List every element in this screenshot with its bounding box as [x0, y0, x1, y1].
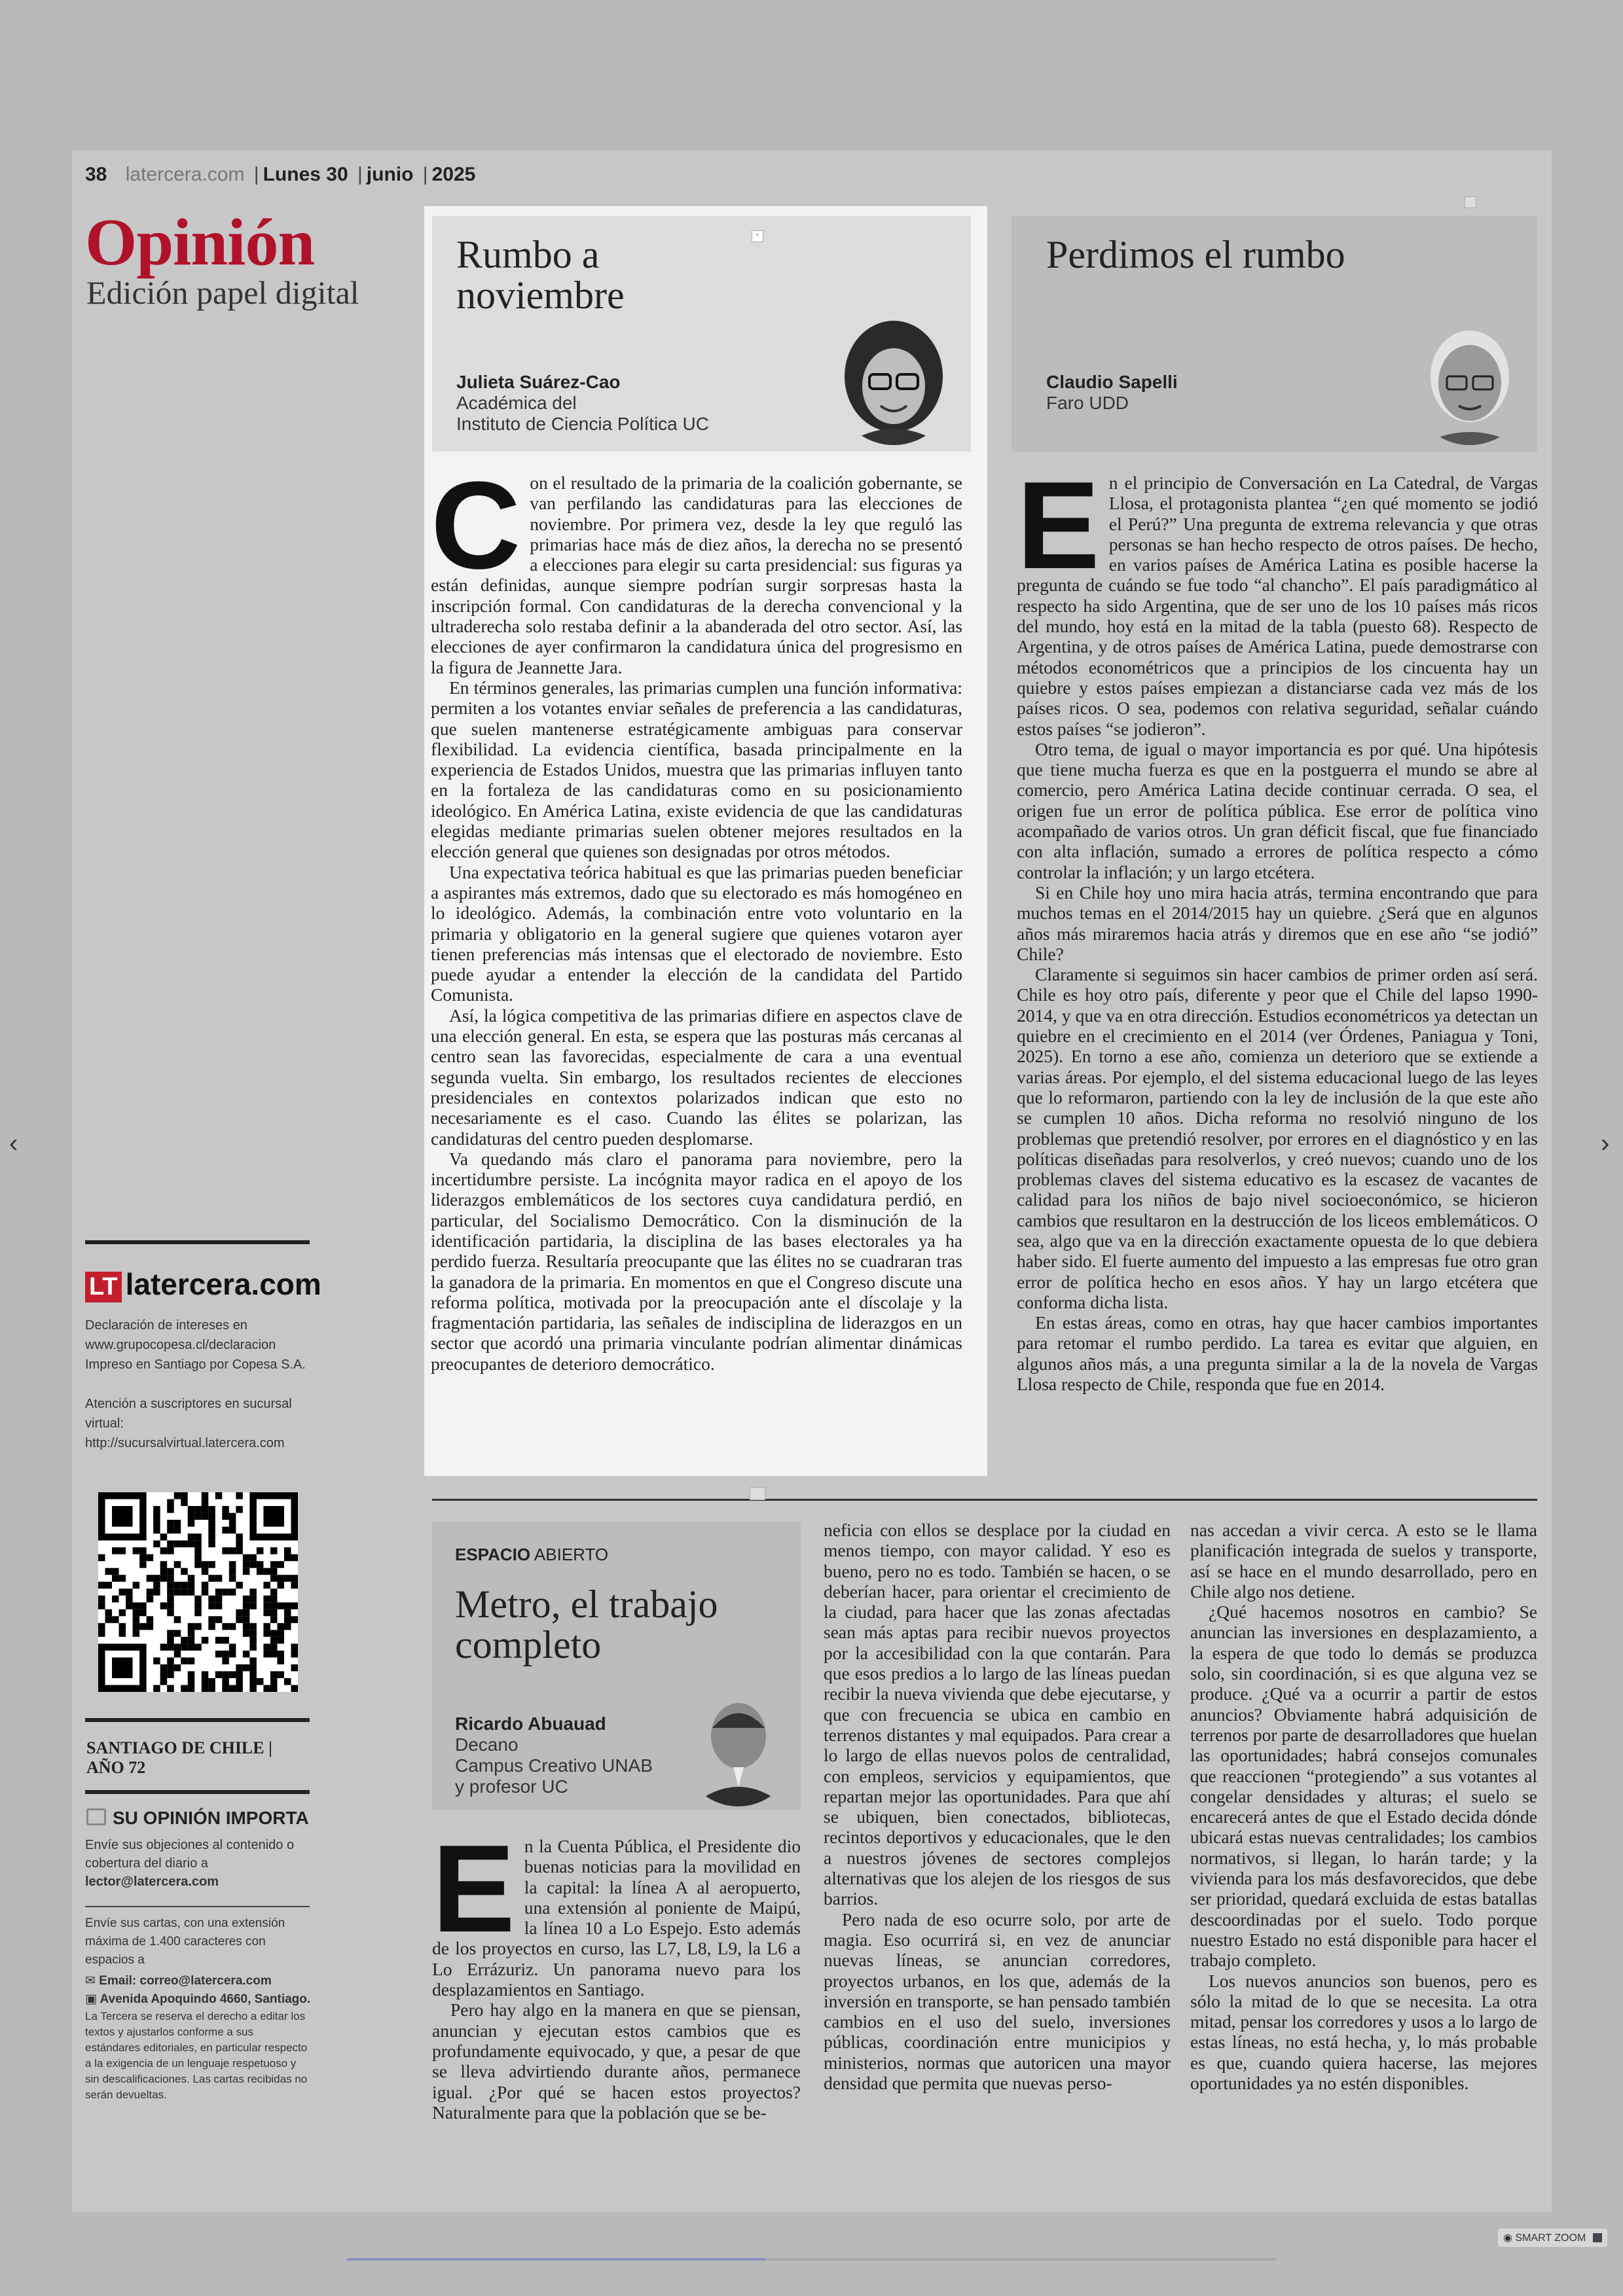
dropcap: E [1017, 456, 1100, 595]
paragraph: Pero hay algo en la manera en que se piensan, anuncian y ejecutan estos cambios que es profundamente equivocado, y que, a pesar de que se lleva advirtiendo durante años, permanece igual. ¿Por qué se hacen estos proyectos? Naturalmente para que la población que se be- [432, 2000, 801, 2123]
paragraph: nas accedan a vivir cerca. A esto se le llama planificación integrada de suelos y transporte, así se hace en el mundo desarrollado, pero en Chile algo nos detiene. [1190, 1520, 1537, 1602]
article-1-body [431, 456, 962, 1374]
headline-line-2: noviembre [456, 274, 625, 317]
header-year: 2025 [431, 164, 476, 185]
headline-line-1: Metro, el trabajo [455, 1583, 718, 1626]
city-label: SANTIAGO DE CHILE | [86, 1738, 272, 1757]
page-number: 38 [85, 164, 107, 185]
kicker-rest: ABIERTO [534, 1545, 609, 1564]
opinion-text-body: Envíe sus objeciones al contenido o cobertura del diario a [85, 1838, 295, 1871]
kicker-bold: ESPACIO [455, 1545, 531, 1564]
year-label: AÑO 72 [86, 1758, 146, 1777]
letters-text: Envíe sus cartas, con una extensión máxima de 1.400 caracteres con espacios a [85, 1916, 285, 1967]
header-site: latercera.com [125, 164, 245, 185]
article-2-headline: Perdimos el rumbo [1046, 233, 1345, 276]
paragraph: Los nuevos anuncios son buenos, pero es sólo la mitad de lo que se necesita. La otra mitad, pensar los corredores y usos a lo largo de estas líneas, no está hecha, y, lo más probable es que, cuando quiera hacerse, las mejores oportunidades ya no estén disponibles. [1190, 1970, 1537, 2094]
paragraph: Si en Chile hoy uno mira hacia atrás, termina encontrando que para muchos temas en el 2014/2015 hay un quiebre. ¿Será que en algunos años más miraremos hacia atrás y diremos que en ese año “se jodió” Chile? [1017, 882, 1538, 964]
prev-page-button[interactable]: ‹ [9, 1129, 18, 1158]
subscribers-text: Atención a suscriptores en sucursal virtual: http://sucursalvirtual.latercera.com [85, 1397, 292, 1450]
paragraph: ¿Qué hacemos nosotros en cambio? Se anuncian las inversiones en desplazamiento, a la espera de que todo lo demás se produzca solo, sin coordinación, si es que alguna vez se produce. ¿Qué va a ocurrir a partir de estos anuncios? Obviamente habrá adquisición de terrenos por parte de desarrolladores que huelan las oportunidades; habrá consejos comunales que reaccionen “protegiendo” a sus votantes al congelar densidades y alturas; el suelo se encarecerá antes de que el Estado decida dónde ubicará estas nuevas centralidades; los cambios normativos, si llegan, lo harán tarde; y la vivienda para los más desfavorecidos, que debe ser prioridad, quedará excluida de estas batallas descoordinadas por el suelo. Todo porque nuestro Estado no está disponible para hacer el trabajo completo. [1190, 1602, 1537, 1971]
sidebar-rule-3 [85, 1790, 310, 1794]
qr-code[interactable] [98, 1492, 298, 1692]
header-month: junio [366, 164, 414, 185]
paragraph: neficia con ellos se desplace por la ciudad en menos tiempo, con mayor calidad. Y eso es bueno, pero no es todo. También se hacen, o se deberían hacer, para orientar el crecimiento de la ciudad, para hacer que las zonas afectadas sean más aptas para recibir nuevos proyectos por la accesibilidad con la que contarán. Para que esos predios a lo largo de las líneas puedan recibir la nueva vivienda que debe ejecutarse, y que con frecuencia se ubica en cambio en terrenos distantes y mal equipados. Para crear a lo largo de ellas nuevos polos de centralidad, con empleos, servicios y equipamientos, que repartan mejor las oportunidades. Para que ahí se ubiquen, bien conectados, bibliotecas, recintos deportivos y educacionales, que le den a nuestros jóvenes de sectores complejos alternativas que los alejen de los riesgos de sus barrios. [824, 1520, 1171, 1909]
eye-icon: ◉ [1503, 2233, 1516, 2244]
paragraph: Una expectativa teórica habitual es que las primarias pueden beneficiar a aspirantes más extremos, dado que su electorado es más homogéneo en lo ideológico. Además, la combinación entre voto voluntario en la primaria y obligatorio en la general sugiere que quienes votaron ayer tienen preferencias más intensas que el electorado de noviembre. Esto puede ayudar a entender la elección de la candidata del Partido Comunista. [431, 861, 962, 1005]
article-1-headline [456, 234, 625, 315]
header-day: Lunes 30 [263, 164, 348, 185]
paragraph: Va quedando más claro el panorama para noviembre, pero la incertidumbre persiste. La incógnita mayor radica en el apoyo de los liderazgos emblemáticos de los sectores cuya candidatura perdió, en particular, del Socialismo Democrático. Con la disminución de la identificación partidaria, la disciplina de las bases electorales ya ha perdido fuerza. Resultaría preocupante que las élites no se cuadraran tras la ganadora de la primaria. En momentos en que el Congreso discute una reforma política, motivada por la preocupación ante el díscolaje y la fragmentación partidaria, las señales de indisciplina de liderazgos en un sector que acordó una primaria vinculante podrían alimentar dinámicas preocupantes de deterioro democrático. [431, 1148, 962, 1374]
opinion-email-link[interactable]: lector@latercera.com [85, 1874, 219, 1889]
qr-code-icon [98, 1492, 298, 1692]
latercera-logo [85, 1266, 321, 1302]
next-page-button[interactable]: › [1601, 1129, 1610, 1158]
pin-icon[interactable] [1465, 196, 1476, 208]
letters-disclaimer: La Tercera se reserva el derecho a editar los textos y ajustarlos conforme a sus estándares editoriales, en particular respecto a la exigencia de un lenguaje respetuoso y sin descalificaciones. Las cartas recibidas no serán devueltas. [85, 2010, 308, 2101]
author-portrait-icon [681, 1689, 795, 1806]
letters-block [85, 1914, 311, 2103]
post-icon: ▣ [85, 1992, 100, 2006]
paragraph: En estas áreas, como en otras, hay que hacer cambios importantes para retomar el rumbo perdido. La tarea es evitar que alguien, en algunos años más, a una pregunta similar a la de la novela de Vargas Llosa respecto de Chile, responda que fue en 2014. [1017, 1312, 1538, 1395]
author-portrait-icon [1408, 314, 1532, 445]
paragraph: Claramente si seguimos sin hacer cambios de primer orden así será. Chile es hoy otro país, diferente y peor que el Chile del lapso 1990-2014, y que va en otra dirección. Estudios econométricos ya detectan un quiebre en el crecimiento en el 2014 (ver Órdenes, Paniagua y Toni, 2025). En torno a ese año, comienza un deterioro que se extiende a varias áreas. Por ejemplo, el del sistema educacional luego de las leyes que lo reformaron, partiendo con la ley de inclusión de la que este año se cumplen 10 años. Dicha reforma no resolvió ninguno de los problemas que pretendió resolver, por errores en el diagnóstico y en las políticas diseñadas para resolverlos, y creó nuevos; cuando uno de los problemas claves del sistema educativo es la escasez de vacantes de calidad para los niños de bajo nivel socioeconómico, se hicieron cambios que resultaron en la destrucción de los liceos emblemáticos. O sea, algo que va en la dirección exactamente opuesta de lo que debiera haber sido. El fuerte aumento del impuesto a las empresas fue otro gran error de política hecho en esos años. Y hay un largo etcétera que conforma dicha lista. [1017, 964, 1538, 1312]
city-year [86, 1738, 272, 1778]
paragraph: n el principio de Conversación en La Catedral, de Vargas Llosa, el protagonista plantea “¿en qué momento se jodió el Perú?” Una pregunta de extrema relevancia y que otras personas se han hecho respecto de otros países. De hecho, en varios países de América Latina es posible hacerse la pregunta de cuándo se fue todo “al chancho”. El país paradigmático al respecto ha sido Argentina, que de ser uno de los 10 países más ricos del mundo, hoy está en la mitad de la tabla (puesto 68). Respecto de Argentina, y de otros países de América Latina, puede demostrarse con métodos econométricos que a principios de los cincuenta hay un quiebre y estos países empiezan a distanciarse cada vez más de los países ricos. O sea, podemos con relativa seguridad, señalar cuándo estos países “se jodieron”. [1017, 473, 1538, 739]
article-2-byline [1046, 372, 1178, 414]
zoom-label: SMART ZOOM [1515, 2233, 1586, 2244]
author-name: Claudio Sapelli [1046, 372, 1178, 392]
sidebar-rule [85, 1240, 310, 1244]
progress-fill [347, 2258, 765, 2261]
author-role-3: y profesor UC [455, 1776, 568, 1797]
opinion-title-text: SU OPINIÓN IMPORTA [113, 1808, 309, 1828]
page-progress-bar[interactable] [347, 2258, 1277, 2261]
author-role-2: Instituto de Ciencia Política UC [456, 414, 709, 434]
dropcap: E [432, 1820, 515, 1958]
author-portrait-icon [831, 314, 956, 445]
article-3-col-3 [1190, 1520, 1537, 2093]
headline-line-1: Rumbo a [456, 233, 600, 276]
paragraph: Otro tema, de igual o mayor importancia es por qué. Una hipótesis que tiene mucha fuerza es que en la postguerra el mundo se abre al comercio, pero América Latina decide continuar cerrada. O sea, el origen fue un error de política pública. Ese error de política vino acompañado de varios otros. Un gran déficit fiscal, que fue financiado con alta inflación, sumado a errores de política respecto a cómo controlar la inflación; y un largo etcétera. [1017, 738, 1538, 882]
pin-icon[interactable]: ≡ [752, 230, 763, 242]
mail-icon: ✉ [85, 1974, 100, 1988]
logo-text: latercera.com [125, 1267, 321, 1301]
paragraph: Así, la lógica competitiva de las primarias difiere en aspectos clave de una elección general. En esta, se espera que las posturas más cercanas al centro sean las favorecidas, especialmente de cara a una eventual segunda vuelta. Sin embargo, los resultados recientes de elecciones presidenciales en contextos polarizados indican que esto no necesariamente es el caso. Cuando las élites se polarizan, las candidaturas del centro pueden desplomarse. [431, 1005, 962, 1149]
letters-address: Avenida Apoquindo 4660, Santiago. [100, 1992, 311, 2006]
smart-zoom-button[interactable] [1498, 2229, 1607, 2247]
speech-bubble-icon [86, 1808, 106, 1825]
declaration-text: Declaración de intereses en www.grupocopesa.cl/declaracion Impreso en Santiago por Copesa S.A. [85, 1318, 306, 1372]
page-header-line: 38 latercera.com | Lunes 30 | junio | 2025 [85, 164, 476, 185]
article-3-byline [455, 1713, 653, 1797]
zoom-toggle-icon [1593, 2233, 1602, 2242]
paragraph: En términos generales, las primarias cumplen una función informativa: permiten a los votantes enviar señales de preferencia a las candidaturas, que suelen mantenerse estratégicamente ambiguas para conservar flexibilidad. La evidencia científica, basada principalmente en la experiencia de Estados Unidos, muestra que las primarias influyen tanto en la fortaleza de las candidaturas como en su posicionamiento ideológico. En América Latina, existe evidencia de que las candidaturas elegidas mediante primarias suelen obtener mejores resultados en la elección general que quienes son designadas por otros métodos. [431, 677, 962, 862]
opinion-important-title [86, 1808, 309, 1829]
article-3-col-1 [432, 1820, 801, 2123]
article-3-col-2 [824, 1520, 1171, 2093]
author-role: Faro UDD [1046, 393, 1129, 413]
paragraph: Pero nada de eso ocurre solo, por arte de magia. Eso ocurrirá si, en vez de anunciar nuevas líneas, se anuncian corredores, proyectos urbanos, en los que, además de la inversión en transporte, se han pensado también cambios en el uso del suelo, inversiones públicas, coordinación entre municipios y ministerios, normas que autoricen una mayor densidad que permita que nuevas perso- [824, 1909, 1171, 2094]
section-title: Opinión [85, 206, 315, 279]
section-divider [432, 1499, 1537, 1501]
article-1-byline [456, 372, 709, 435]
sidebar-rule-2 [85, 1718, 310, 1722]
paragraph: n la Cuenta Pública, el Presidente dio buenas noticias para la movilidad en la capital: la línea A al aeropuerto, una extensión al poniente de Maipú, la línea 10 a Lo Espejo. Esto además de los proyectos en curso, las L7, L8, L9, la L6 a Lo Errázuriz. Un panorama nuevo para los desplazamientos en Santiago. [432, 1836, 801, 2000]
lt-logo-box: LT [85, 1272, 122, 1302]
author-role-1: Académica del [456, 393, 577, 413]
paragraph: on el resultado de la primaria de la coalición gobernante, se van perfilando las candidaturas para las elecciones de noviembre. Por primera vez, desde la ley que reguló las primarias hace más de diez años, la derecha no se presentó a elecciones para elegir su carta presidencial: sus figuras ya están definidas, aunque siempre podrían surgir sorpresas hasta la inscripción formal. Con candidaturas de la derecha convencional y la ultraderecha solo restaba definir a la abanderada del otro sector. Así, las elecciones de ayer confirmaron la candidatura única del progresismo en la figura de Jeannette Jara. [431, 473, 962, 677]
author-name: Ricardo Abuauad [455, 1713, 606, 1734]
author-role-2: Campus Creativo UNAB [455, 1755, 653, 1776]
article-2-body [1017, 456, 1538, 1395]
article-3-headline [455, 1584, 718, 1665]
author-role-1: Decano [455, 1734, 519, 1755]
avatar [831, 314, 956, 445]
author-name: Julieta Suárez-Cao [456, 372, 621, 392]
avatar [1408, 314, 1532, 445]
section-subtitle: Edición papel digital [86, 274, 359, 311]
opinion-text [85, 1836, 311, 1891]
headline-line-2: completo [455, 1623, 602, 1666]
avatar [681, 1689, 795, 1806]
dropcap: C [431, 456, 521, 595]
letters-email[interactable]: Email: correo@latercera.com [99, 1974, 272, 1988]
pin-icon[interactable] [750, 1487, 765, 1500]
sidebar-thin-rule [85, 1906, 310, 1907]
article-3-kicker [455, 1545, 608, 1565]
